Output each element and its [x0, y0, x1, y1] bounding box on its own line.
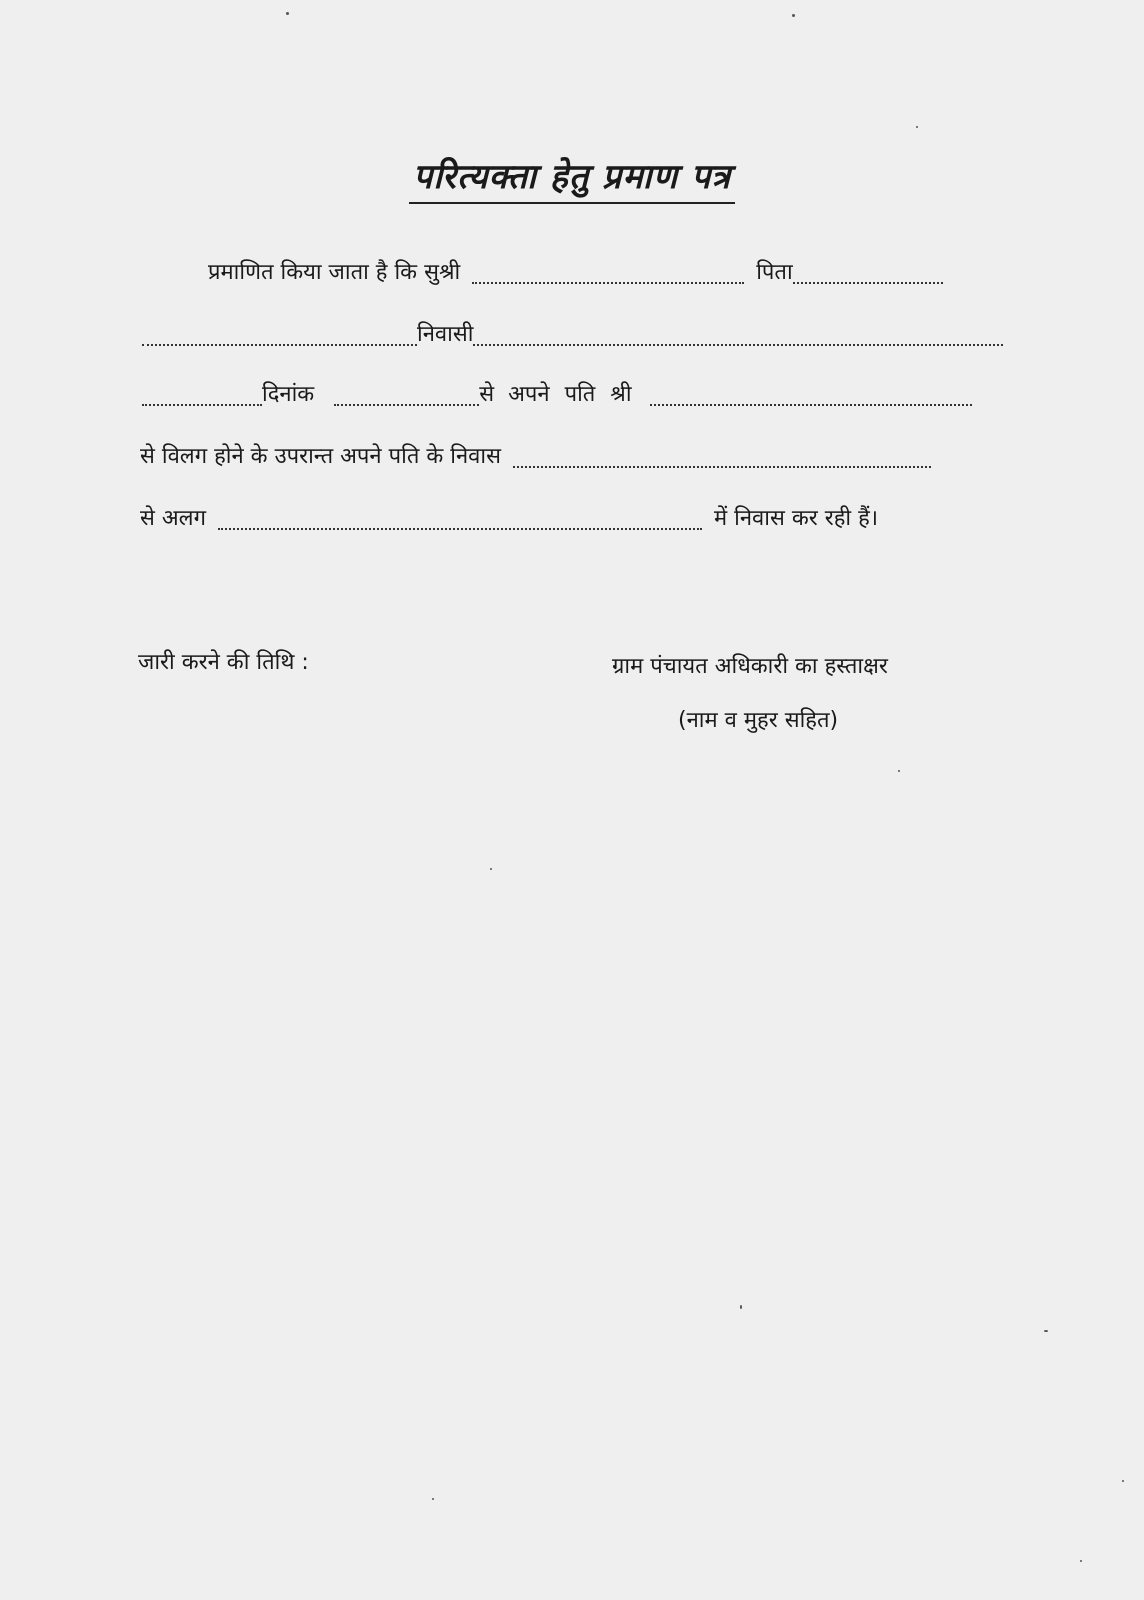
scan-speck [490, 868, 492, 870]
separation-text: से विलग होने के उपरान्त अपने पति के निवास [140, 444, 501, 469]
date-label: दिनांक [262, 382, 315, 407]
residing-text: में निवास कर रही हैं। [713, 506, 879, 531]
signature-label: ग्राम पंचायत अधिकारी का हस्ताक्षर [612, 654, 888, 679]
husband-residence-field[interactable] [513, 448, 931, 468]
husband-name-field[interactable] [650, 386, 972, 406]
village-field[interactable] [142, 326, 417, 346]
certify-text: प्रमाणित किया जाता है कि सुश्री [208, 260, 461, 285]
place-field[interactable] [142, 386, 262, 406]
scan-speck [1044, 1330, 1048, 1332]
form-line-3 [142, 380, 1022, 410]
apart-label: से अलग [140, 506, 206, 531]
form-line-4 [140, 442, 1020, 472]
scan-speck [898, 770, 900, 772]
scan-speck [432, 1498, 434, 1500]
form-line-5 [140, 504, 960, 534]
issue-date-label: जारी करने की तिथि : [138, 650, 309, 675]
since-label: से [479, 382, 495, 407]
father-label: पिता [756, 260, 793, 285]
scan-speck [286, 12, 289, 15]
scan-speck [1122, 1480, 1124, 1482]
resident-label: निवासी [417, 322, 474, 347]
current-residence-field[interactable] [218, 510, 702, 530]
name-field[interactable] [472, 264, 744, 284]
father-name-field[interactable] [793, 264, 943, 284]
seal-note: (नाम व मुहर सहित) [678, 708, 839, 733]
scan-speck [740, 1305, 742, 1309]
document-title-wrapper [0, 152, 1144, 204]
husband-label: अपने पति श्री [508, 382, 632, 407]
form-line-1 [208, 258, 1020, 288]
scan-speck [1080, 1560, 1082, 1562]
residence-field[interactable] [473, 326, 1003, 346]
date-field[interactable] [334, 386, 479, 406]
document-title: परित्यक्ता हेतु प्रमाण पत्र [409, 152, 735, 204]
scan-speck [916, 126, 918, 128]
form-line-2 [142, 320, 1022, 350]
scan-speck [792, 14, 795, 17]
